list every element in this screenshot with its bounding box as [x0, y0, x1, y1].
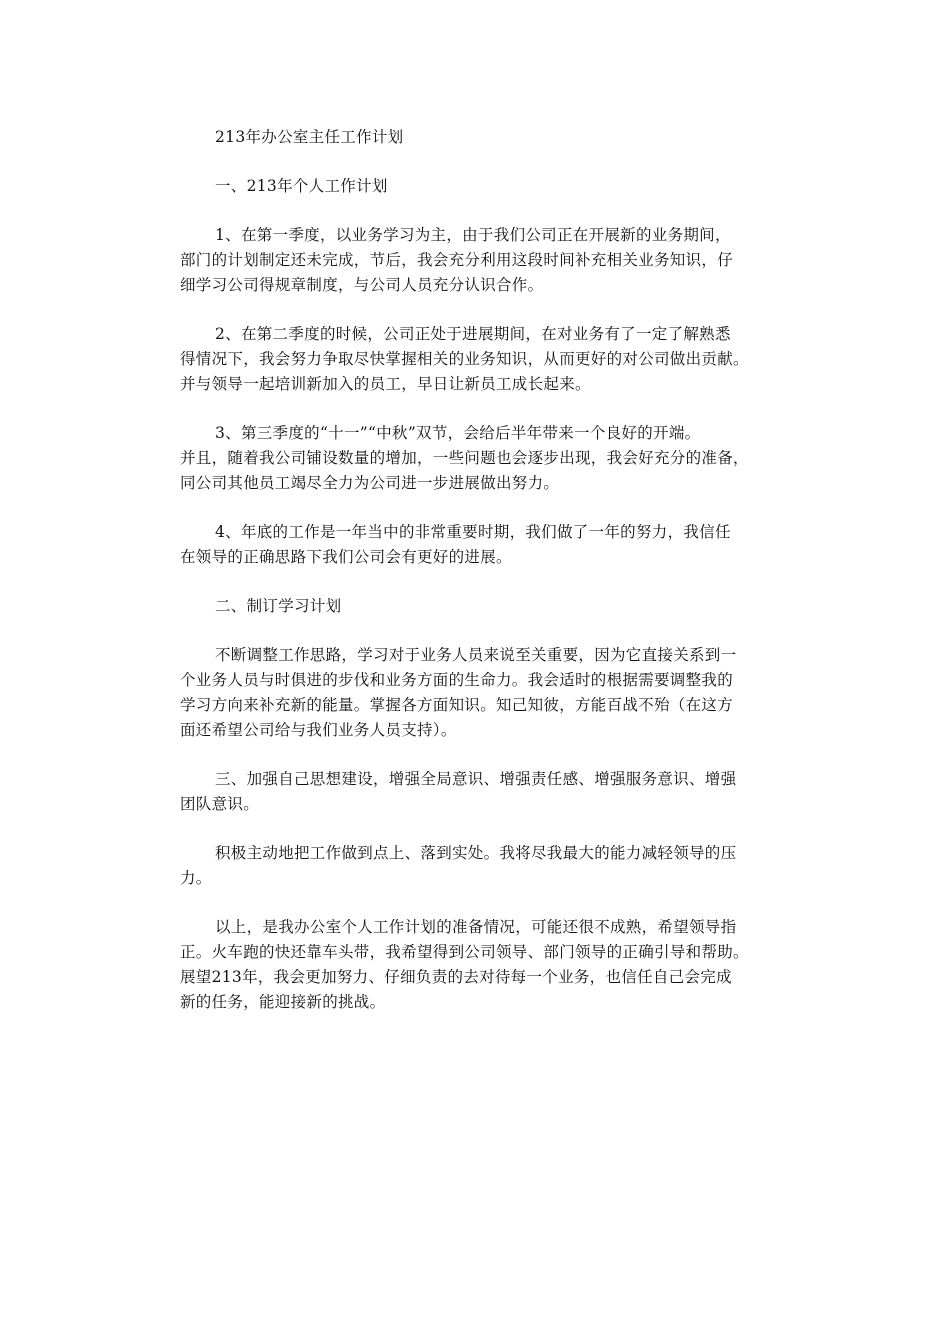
paragraph-q2	[180, 322, 780, 397]
paragraph-q3	[180, 421, 780, 496]
paragraph-line: 三、加强自己思想建设，增强全局意识、增强责任感、增强服务意识、增强	[215, 770, 737, 788]
paragraph-line: 并且，随着我公司铺设数量的增加，一些问题也会逐步出现，我会好充分的准备，	[180, 449, 749, 467]
document-title	[180, 125, 780, 150]
paragraph-q4	[180, 520, 780, 570]
paragraph-closing	[180, 915, 780, 1015]
paragraph-line: 4、年底的工作是一年当中的非常重要时期，我们做了一年的努力，我信任	[215, 523, 731, 541]
paragraph-line: 3、第三季度的“十一”“中秋”双节，会给后半年带来一个良好的开端。	[215, 424, 701, 442]
paragraph-line: 展望213年，我会更加努力、仔细负责的去对待每一个业务，也信任自己会完成	[180, 968, 732, 986]
paragraph-line: 部门的计划制定还未完成，节后，我会充分利用这段时间补充相关业务知识，仔	[180, 251, 734, 269]
paragraph-line: 团队意识。	[180, 795, 260, 813]
paragraph-line: 2、在第二季度的时候，公司正处于进展期间，在对业务有了一定了解熟悉	[215, 325, 731, 343]
section-heading-3	[180, 767, 780, 817]
paragraph-line: 积极主动地把工作做到点上、落到实处。我将尽我最大的能力减轻领导的压	[215, 844, 737, 862]
paragraph-initiative	[180, 841, 780, 891]
paragraph-line: 正。火车跑的快还靠车头带，我希望得到公司领导、部门领导的正确引导和帮助。	[180, 943, 749, 961]
paragraph-line: 个业务人员与时俱进的步伐和业务方面的生命力。我会适时的根据需要调整我的	[180, 671, 734, 689]
paragraph-line: 细学习公司得规章制度，与公司人员充分认识合作。	[180, 276, 544, 294]
paragraph-q1	[180, 223, 780, 298]
paragraph-line: 力。	[180, 869, 212, 887]
section-heading-1	[180, 174, 780, 199]
document-body	[180, 125, 780, 1039]
paragraph-line: 得情况下，我会努力争取尽快掌握相关的业务知识，从而更好的对公司做出贡献。	[180, 350, 749, 368]
section-heading-1-text: 一、213年个人工作计划	[215, 177, 388, 195]
paragraph-line: 不断调整工作思路，学习对于业务人员来说至关重要，因为它直接关系到一	[215, 646, 737, 664]
paragraph-line: 1、在第一季度，以业务学习为主，由于我们公司正在开展新的业务期间，	[215, 226, 731, 244]
paragraph-line: 面还希望公司给与我们业务人员支持）。	[180, 721, 457, 739]
paragraph-line: 同公司其他员工竭尽全力为公司进一步进展做出努力。	[180, 474, 560, 492]
title-text: 213年办公室主任工作计划	[215, 128, 404, 146]
section-heading-2-text: 二、制订学习计划	[215, 597, 342, 615]
paragraph-line: 在领导的正确思路下我们公司会有更好的进展。	[180, 548, 512, 566]
paragraph-line: 以上，是我办公室个人工作计划的准备情况，可能还很不成熟，希望领导指	[215, 918, 737, 936]
paragraph-line: 并与领导一起培训新加入的员工，早日让新员工成长起来。	[180, 375, 591, 393]
paragraph-line: 新的任务，能迎接新的挑战。	[180, 993, 386, 1011]
paragraph-line: 学习方向来补充新的能量。掌握各方面知识。知己知彼，方能百战不殆（在这方	[180, 696, 734, 714]
paragraph-study-plan	[180, 643, 780, 743]
section-heading-2	[180, 594, 780, 619]
